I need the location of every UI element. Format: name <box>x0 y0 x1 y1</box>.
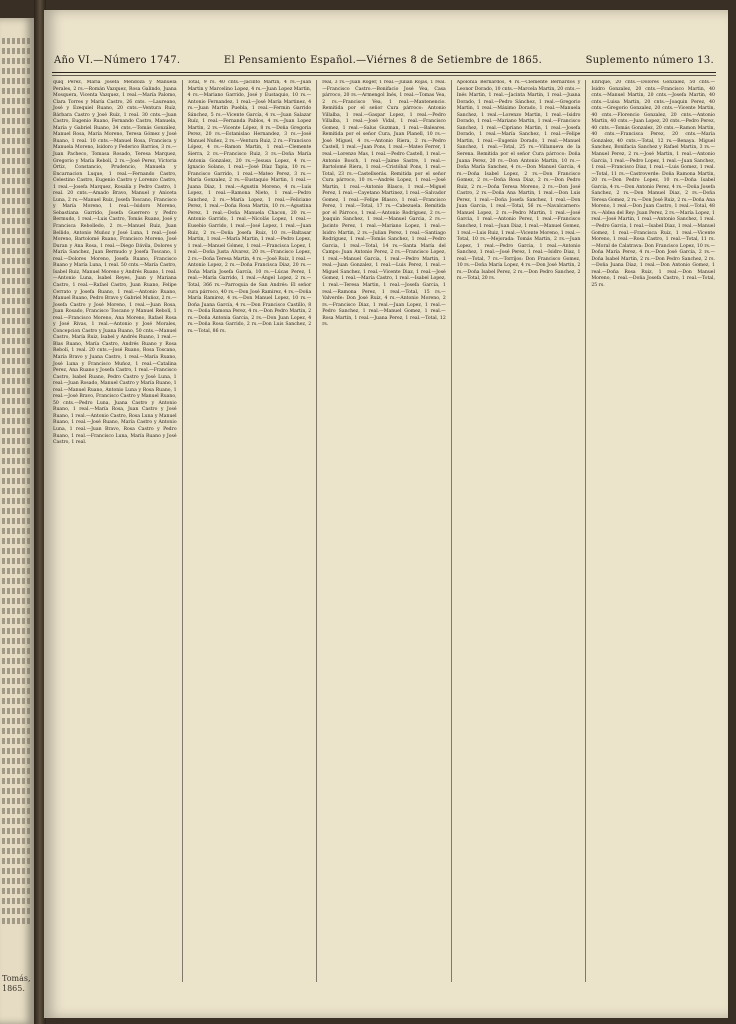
page-header <box>54 52 714 68</box>
column-text: quiq Perez, María Josefa Mendoza y Manuela Perales, 2 rs.—Román Vazquez, Rosa Galindo, Juana Mosquera, Vicenta Vazquez, 1 real.—María Palomo, Clara Torres y María Castro, 26 cnts. —Laureano, José y Ezequiel Ruano, 20 cnts.—Ventura Ruíz, Bárbara Castro y José Ruíz, 1 real. 30 cnts.—Juan Castro, Eugenio Ruano, Fernando Castro, Manuela, María y Gabriel Ruano, 34 cnts.—Tomás González, Manuel Rosa, María Moreno, Teresa Gómez y José Ruano, 1 real. 10 cnts.—Manuel Rosa, Francisca y Manuela Moreno, Isidoro y Federico Barrios, 3 rs.—Juan Pacheco, Tomasa Rosado, Teresa Marquez, Gregorio y María Rebolí, 2 rs.—José Perez, Victoria Ortiz, Constancio, Prudencio, Manuela y Encarnacion Luque, 1 real.—Fernando Castro, Celestino Castro, Eugenio Castro y Lorenzo Castro, 1 real.—Josefa Marquez, Rosalía y Pedro Castro, 1 real. 20 cnts.—Amado Bravo, Manuel y Aniceta Luna, 2 rs.—Manuel Ruiz, Josefa Toscano, Francisco y María Moreno, 1 real.—Isidoro Moreno, Sebastiana Garrido, Josefa Guerrero y Pedro Bermudo, 1 real.—Luis Castro, Tomás Ruano, José y Francisca Rebolledo, 2 rs.—Manuel Ruiz, Juan Bellido, Antonio Muñoz y José Luna, 1 real.—José Moreno, Bartolomé Ruano, Francisco Moreno, José Duran y Ana Rosa, 1 real.—Diego Dávila, Dolores y María Sanchez, Juan Bermudo y Josefa Toscano, 1 real.—Dolores Moreno, Josefa Ruano, Francisco Ruano y María Luna, 1 real. 50 cnts.—María Castro, Isabel Ruiz, Manuel Moreno y Andrés Ruano, 1 real.—Antonio Luna, Isabel Reyes, Juan y Mariana Castro, 1 real.—Rafael Castro, Juan Ruano, Felipe Cerrato y Josefa Ruano, 1 real.—Antonio Ruano, Manuel Ruano, Pedro Bravo y Gabriel Muñoz, 2 rs.—Josefa Castro y José Moreno, 1 real.—Juan Rosa, Juan Rosado, Francisco Toscano y Manuel Rebolí, 1 real.—Francisco Moreno, Ana Moreno, Rafael Rosa y José Rivas, 1 real.—Antonio y José Morales, Concepcion Castro y Juana Ruano, 50 cnts.—Manuel Castro, María Ruiz, Isabel y Andrés Ruano, 1 real.—Blas Ruano, María Castro, Andrés Ruano y Rosa Rebolí, 1 real. 20 cnts.—José Ruano, Rosa Toscano, María Bravo y Juana Castro, 1 real.—María Ruano, José Luna y Francisco Muñoz, 1 real.—Catalina Perez, Ana Ruano y Josefa Castro, 1 real.—Francisco Castro, Isabel Ruano, Pedro Castro y José Luna, 1 real.—Juan Rosado, Manuel Castro y María Ruano, 1 real.—Manuel Ruano, Antonio Luna y Rosa Ruano, 1 real.—José Bravo, Francisco Castro y Manuel Ruano, 50 cnts.—Pedro Luna, Juana Castro y Antonio Ruano, 1 real.—María Rosa, Juan Castro y José Ruano, 1 real.—Antonio Castro, Rosa Luna y Manuel Ruano, 1 real.—José Ruano, María Castro y Antonio Luna, 1 real.—Juan Bravo, Rosa Castro y Pedro Ruano, 1 real.—Francisco Luna, María Ruano y José Castro, 1 real. <box>53 80 177 446</box>
column-text: Apolonia Bernardos, 4 rs.—Clemente Bernardos y Leonor Dorado, 10 cnts.—Marcela Martin, 20 cnts.—Inés Martin, 1 real.—Jacinta Martin, 1 real.—Juana Dorado, 1 real.—Pedro Sánchez, 1 real.—Gregorio Martin, 1 real.—Máximo Dorado, 1 real.—Manuela Sanchez, 1 real.—Lorenzo Martin, 1 real.—Isidro Dorado, 1 real.—Mariano Martin, 1 real.—Francisco Sanchez, 1 real.—Cipriano Martin, 1 real.—Josefa Dorado, 1 real.—María Sanchez, 1 real.—Felipe Martin, 1 real.—Eugenio Dorado, 1 real.—Manuel Sanchez, 1 real.—Total, 25 rs.—Villanueva de la Serena. Remitida por el señor Cura párroco: Doña Juana Perez, 20 rs.—Don Antonio Martin, 10 rs.—Doña María Sanchez, 4 rs.—Don Manuel Garcia, 4 rs.—Doña Isabel Lopez, 2 rs.—Don Francisco Gomez, 2 rs.—Doña Rosa Diaz, 2 rs.—Don Pedro Ruiz, 2 rs.—Doña Teresa Moreno, 2 rs.—Don José Castro, 2 rs.—Doña Ana Martin, 1 real.—Don Luis Perez, 1 real.—Doña Josefa Sanchez, 1 real.—Don Juan Garcia, 1 real.—Total, 56 rs.—Navalcarnero: Manuel Lopez, 2 rs.—Pedro Martin, 1 real.—José Garcia, 1 real.—Antonio Perez, 1 real.—Francisco Sanchez, 1 real.—Juan Diaz, 1 real.—Manuel Gomez, 1 real.—Luis Ruiz, 1 real.—Vicente Moreno, 1 real.—Total, 10 rs.—Mejorada: Tomás Martin, 2 rs.—Juan Lopez, 1 real.—Pedro Garcia, 1 real.—Antonio Sanchez, 1 real.—José Perez, 1 real.—Isidro Diaz, 1 real.—Total, 7 rs.—Torrijos: Don Francisco Gomez, 10 rs.—Doña María Lopez, 4 rs.—Don José Martin, 2 rs.—Doña Isabel Perez, 2 rs.—Don Pedro Sanchez, 2 rs.—Total, 20 rs. <box>456 80 581 282</box>
newspaper-title: El Pensamiento Español.—Viérnes 8 de Setiembre de 1865. <box>223 54 543 66</box>
left-page-footer: Tomás, 1865. <box>2 974 31 993</box>
text-column-4 <box>451 80 586 982</box>
text-columns <box>48 80 720 982</box>
issue-number: Año VI.—Número 1747. <box>54 54 181 66</box>
text-column-5 <box>585 80 720 982</box>
newspaper-page <box>44 10 728 1018</box>
column-text: Total, 9 rs. 40 cnts.—Jacinto Martin, 4 rs.—Juan Martin y Marcelino Lopez, 4 rs.—Juan Lopez Martin, 4 rs.—Mariano Garrido, José y Eustaquio, 10 rs.—Antonio Fernandez, 1 real.—José María Martinez, 4 rs.—Juan Martin Puebla, 1 real.—Fermin Garrido Sánchez, 5 rs.—Vicente García, 4 rs.—Juan Salazar Ruíz, 1 real.—Fernanda Pablos, 4 rs.—Juan Lopez Martin, 2 rs.—Vicente López, 8 rs.—Doña Gregoria Perez, 20 rs.—Estanislao Hernandez, 3 rs.—José Manuel Nuñez, 2 rs.—Ventura Ruiz, 2 rs.—Francisco López, 4 rs.—Ramon Martin, 1 real.—Clemente Sierra, 2 rs.—Francisco Ruiz, 3 rs.—Doña María Antonia Gonzalez, 20 rs.—Jesusa Lopez, 4 rs.—Ignacio Solano, 1 real.—José Díaz Tapia, 10 rs.—Francisco Garrido, 1 real.—Mateo Perez, 3 rs.—María Gonzalez, 2 rs.—Eustaquio Martin, 1 real.—Juana Díaz, 1 real.—Agustin Moreno, 4 rs.—Luis Lopez, 1 real.—Ramona Nieto, 1 real.—Pedro Sanchez, 2 rs.—María Lopez, 1 real.—Feliciano Perez, 1 real.—Doña Rosa Martin, 10 rs.—Agustina Perez, 1 real.—Doña Manuela Chacon, 20 rs.—Antonio Garrido, 1 real.—Nicolás Lopez, 1 real.—Eusebio Garrido, 1 real.—José Lopez, 1 real.—Juan Ruiz, 2 rs.—Doña Josefa Ruiz, 10 rs.—Baltasar Martin, 1 real.—María Martin, 1 real.—Pedro Lopez, 1 real.—Manuel Gómez, 1 real.—Francisca Lopez, 1 real.—Doña Justa Alvarez, 20 rs.—Francisco Lopez, 2 rs.—Doña Teresa Martin, 4 rs.—José Ruiz, 1 real.—Antonio Lopez, 2 rs.—Doña Francisca Díaz, 20 rs.—Doña María Josefa García, 10 rs.—Lúcas Perez, 1 real.—María Garrido, 1 real.—Ángel Lopez, 2 rs.—Total, 366 rs.—Parroquia de San Andrés: El señor cura párroco, 40 rs.—Don José Ramirez, 4 rs.—Doña María Ramirez, 4 rs.—Don Manuel Lopez, 10 rs.—Doña Juana García, 4 rs.—Don Francisco Castillo, 8 rs.—Doña Ramona Perez, 4 rs.—Don Pedro Martin, 2 rs.—Doña Antonia Garcia, 2 rs.—Don Juan Lopez, 4 rs.—Doña Rosa Garrido, 2 rs.—Don Luis Sanchez, 2 rs.—Total, 86 rs. <box>187 80 312 334</box>
text-column-3 <box>316 80 451 982</box>
column-text: Enrique, 20 cnts.—Dolores Gonzalez, 50 cnts.—Isidro Gonzalez, 20 cnts.—Francisco Martin, 40 cnts.—Manuel Martin, 20 cnts.—Josefa Martin, 40 cnts.—Luisa Martin, 20 cnts.—Joaquin Perez, 40 cnts.—Gregorio Gonzalez, 20 cnts.—Vicente Martin, 40 cnts.—Florencio Gonzalez, 20 cnts.—Antonio Martin, 40 cnts.—Juan Lopez, 20 cnts.—Pedro Perez, 40 cnts.—Tomás Gonzalez, 20 cnts.—Ramon Martin, 40 cnts.—Francisca Perez, 20 cnts.—María Gonzalez, 40 cnts.—Total, 12 rs.—Benaya. Miguel Sanchez, Bonifacia Sanchez y Rafael Martin, 3 rs.—Manuel Perez, 2 rs.—José Martin, 1 real.—Antonio Garcia, 1 real.—Pedro Lopez, 1 real.—Juan Sanchez, 1 real.—Francisco Diaz, 1 real.—Luis Gomez, 1 real.—Total, 11 rs.—Castroverde: Doña Ramona Martin, 20 rs.—Don Pedro Lopez, 10 rs.—Doña Isabel Garcia, 4 rs.—Don Antonio Perez, 4 rs.—Doña Josefa Sanchez, 2 rs.—Don Manuel Diaz, 2 rs.—Doña Teresa Gomez, 2 rs.—Don José Ruiz, 2 rs.—Doña Ana Moreno, 1 real.—Don Juan Castro, 1 real.—Total, 48 rs.—Aldea del Rey: Juan Perez, 2 rs.—María Lopez, 1 real.—José Martin, 1 real.—Antonio Sanchez, 1 real.—Pedro Garcia, 1 real.—Isabel Diaz, 1 real.—Manuel Gomez, 1 real.—Francisca Ruiz, 1 real.—Vicente Moreno, 1 real.—Rosa Castro, 1 real.—Total, 11 rs.—Moral de Calatrava: Don Francisco Lopez, 10 rs.—Doña María Perez, 4 rs.—Don José Garcia, 2 rs.—Doña Isabel Martin, 2 rs.—Don Pedro Sanchez, 2 rs.—Doña Juana Diaz, 1 real.—Don Antonio Gomez, 1 real.—Doña Rosa Ruiz, 1 real.—Don Manuel Moreno, 1 real.—Doña Josefa Castro, 1 real.—Total, 25 rs. <box>591 80 715 288</box>
supplement-number: Suplemento número 13. <box>585 54 714 66</box>
text-column-1 <box>48 80 182 982</box>
header-rule <box>52 72 716 73</box>
header-rule-secondary <box>52 75 716 76</box>
left-page-edge <box>0 18 34 1024</box>
left-page-text-lines <box>2 38 32 928</box>
column-text: real, 3 rs.—Juan Roger, 1 real.—Julian Rojas, 1 real.—Francisco Castro.—Bonifacio José Vea, Casa párroco, 20 rs.—Armengol Inés, 1 real.—Tomas Vea, 2 rs.—Francisco Vea, 1 real.—Mantenencio. Remitida por el señor Cura párroco: Antonio Villalba, 1 real.—Gaspar Lopez, 1 real.—Pedro Villalba, 1 real.—José Vidal, 1 real.—Francisco Gomez, 1 real.—Salus Guzman, 1 real.—Baleares. Remitida por el señor Cura, Juan Planell, 10 rs.—José Miguel, 4 rs.—Antonio Riera, 2 rs.—Pedro Castell, 1 real.—Juan Pons, 1 real.—Mateo Ferrer, 1 real.—Lorenzo Mas, 1 real.—Pedro Castell, 1 real.—Antonio Bosch, 1 real.—Jaime Sastre, 1 real.—Bartolomé Riera, 1 real.—Cristóbal Pons, 1 real.—Total, 23 rs.—Castellserás. Remitida por el señor Cura párroco, 10 rs.—Andrés Lopez, 1 real.—José Martin, 1 real.—Antonio Blasco, 1 real.—Miguel Perez, 1 real.—Cayetano Martinez, 1 real.—Salvador Gomez, 1 real.—Felipe Blasco, 1 real.—Francisco Perez, 1 real.—Total, 17 rs.—Cabezuela. Remitida por el Párroco, 1 real.—Antonio Rodriguez, 2 rs.—Joaquin Sanchez, 1 real.—Manuel Garcia, 2 rs.—Jacinto Perez, 1 real.—Mariano Lopez, 1 real.—Isidro Martin, 2 rs.—Julian Perez, 1 real.—Santiago Rodriguez, 1 real.—Tomás Sanchez, 1 real.—Pedro Garcia, 1 real.—Total, 14 rs.—Santa María del Campo: Juan Antonio Perez, 2 rs.—Francisco Lopez, 1 real.—Manuel Garcia, 1 real.—Pedro Martin, 1 real.—Juan Gonzalez, 1 real.—Luis Perez, 1 real.—Miguel Sanchez, 1 real.—Vicente Diaz, 1 real.—José Gomez, 1 real.—María Castro, 1 real.—Isabel Lopez, 1 real.—Teresa Martin, 1 real.—Josefa Garcia, 1 real.—Ramona Perez, 1 real.—Total, 15 rs.—Valverde: Don José Ruiz, 4 rs.—Antonio Moreno, 2 rs.—Francisco Diaz, 1 real.—Juan Lopez, 1 real.—Pedro Sanchez, 1 real.—Manuel Gomez, 1 real.—Rosa Martin, 1 real.—Juana Perez, 1 real.—Total, 12 rs. <box>322 80 446 328</box>
text-column-2 <box>182 80 317 982</box>
